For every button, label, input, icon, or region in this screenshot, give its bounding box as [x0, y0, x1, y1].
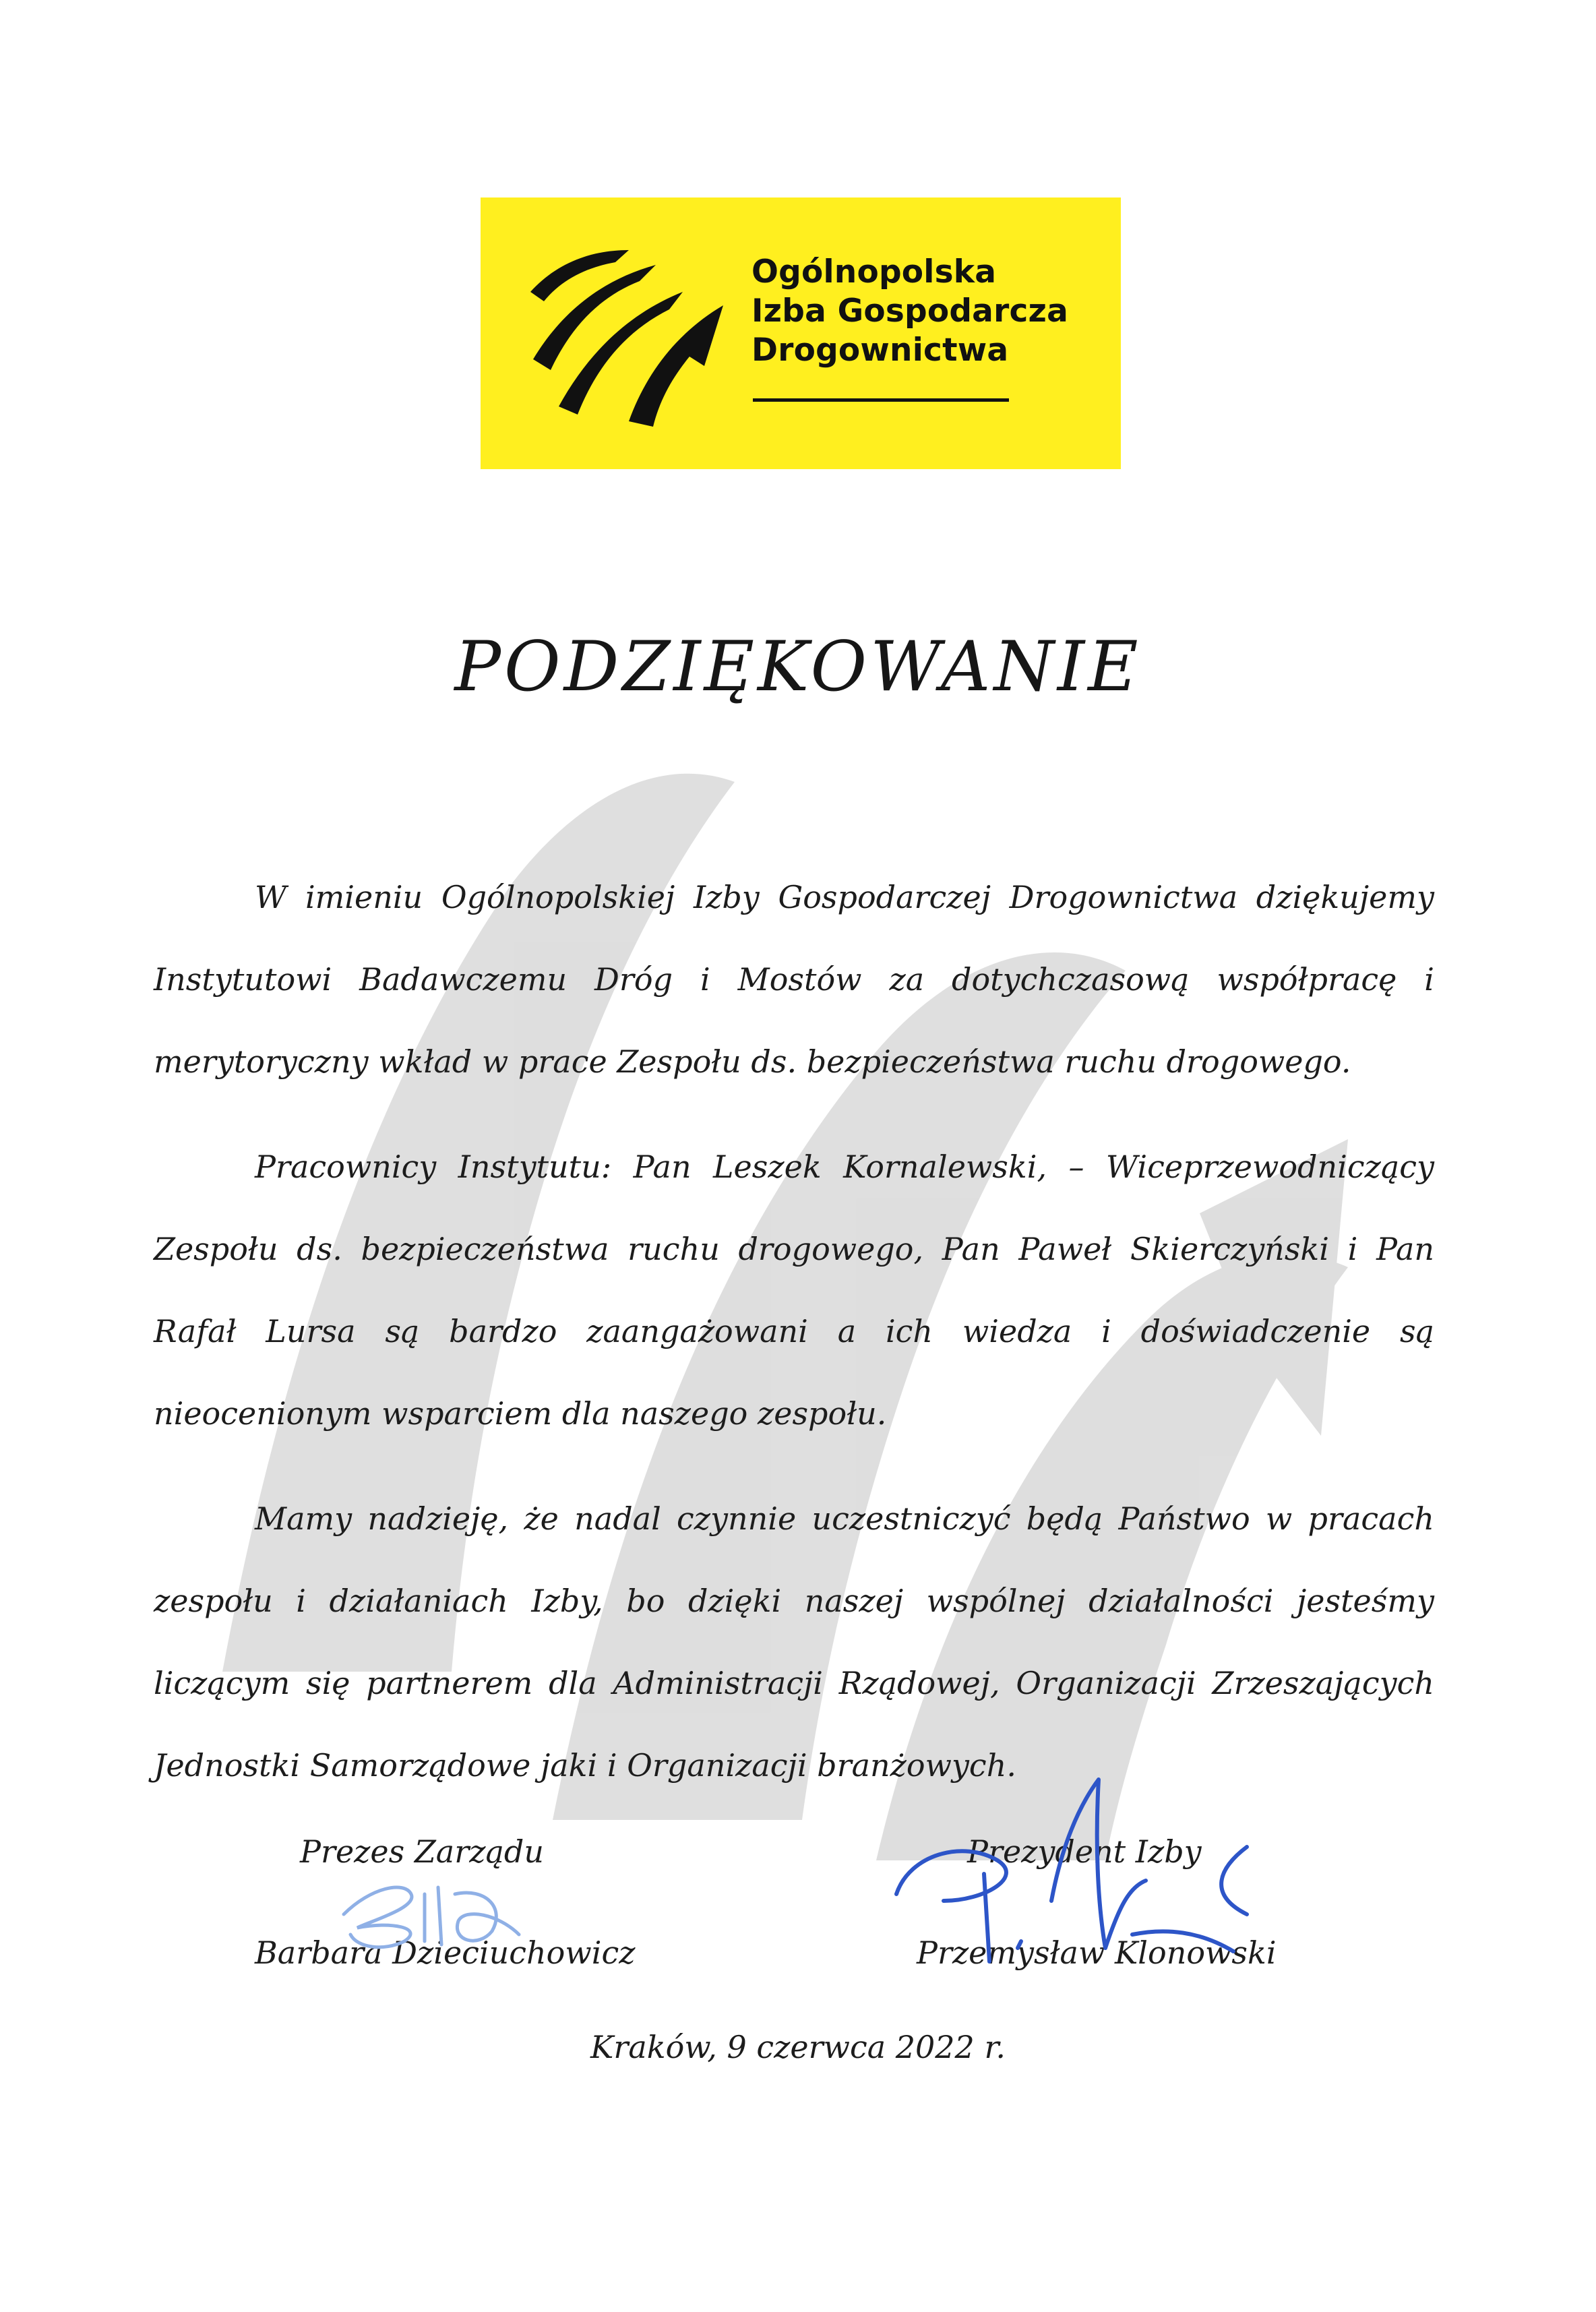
logo-underline: [753, 398, 1009, 402]
organization-logo: [481, 197, 1121, 469]
letter-body: [154, 856, 1434, 1829]
left-signatory-role: Prezes Zarządu: [300, 1833, 544, 1870]
document-title: PODZIĘKOWANIE: [454, 627, 1142, 707]
logo-line-2: Izba Gospodarcza: [751, 293, 1069, 330]
road-stripes-logo-icon: [528, 238, 723, 433]
logo-line-1: Ogólnopolska: [751, 253, 997, 291]
right-signatory-role: Prezydent Izby: [967, 1833, 1202, 1870]
left-handwritten-signature: [330, 1867, 532, 1961]
paragraph-1: W imieniu Ogólnopolskiej Izby Gospodarczej Drogownictwa dziękujemy Instytutowi Badawczemu Dróg i Mostów za dotychczasową współpracę i merytoryczny wkład w prace Zespołu ds. bezpieczeństwa ruchu drogowego.: [154, 879, 1434, 1080]
logo-line-3: Drogownictwa: [751, 332, 1009, 369]
logo-wordmark: [751, 253, 1068, 370]
right-signatory-name: Przemysław Klonowski: [917, 1935, 1277, 1971]
place-and-date: Kraków, 9 czerwca 2022 r.: [590, 2029, 1006, 2065]
paragraph-2: Pracownicy Instytutu: Pan Leszek Kornalewski, – Wiceprzewodniczący Zespołu ds. bezpieczeństwa ruchu drogowego, Pan Paweł Skierczyński i Pan Rafał Lursa są bardzo zaangażowani a ich wiedza i doświadczenie są nieocenionym wsparciem dla naszego zespołu.: [154, 1149, 1434, 1432]
right-handwritten-signature: [883, 1766, 1274, 1982]
left-signatory-name: Barbara Dzieciuchowicz: [255, 1935, 636, 1971]
paragraph-3: Mamy nadzieję, że nadal czynnie uczestniczyć będą Państwo w pracach zespołu i działaniach Izby, bo dzięki naszej wspólnej działalności jesteśmy liczącym się partnerem dla Administracji Rządowej, Organizacji Zrzeszających Jednostki Samorządowe jaki i Organizacji branżowych.: [154, 1500, 1434, 1784]
